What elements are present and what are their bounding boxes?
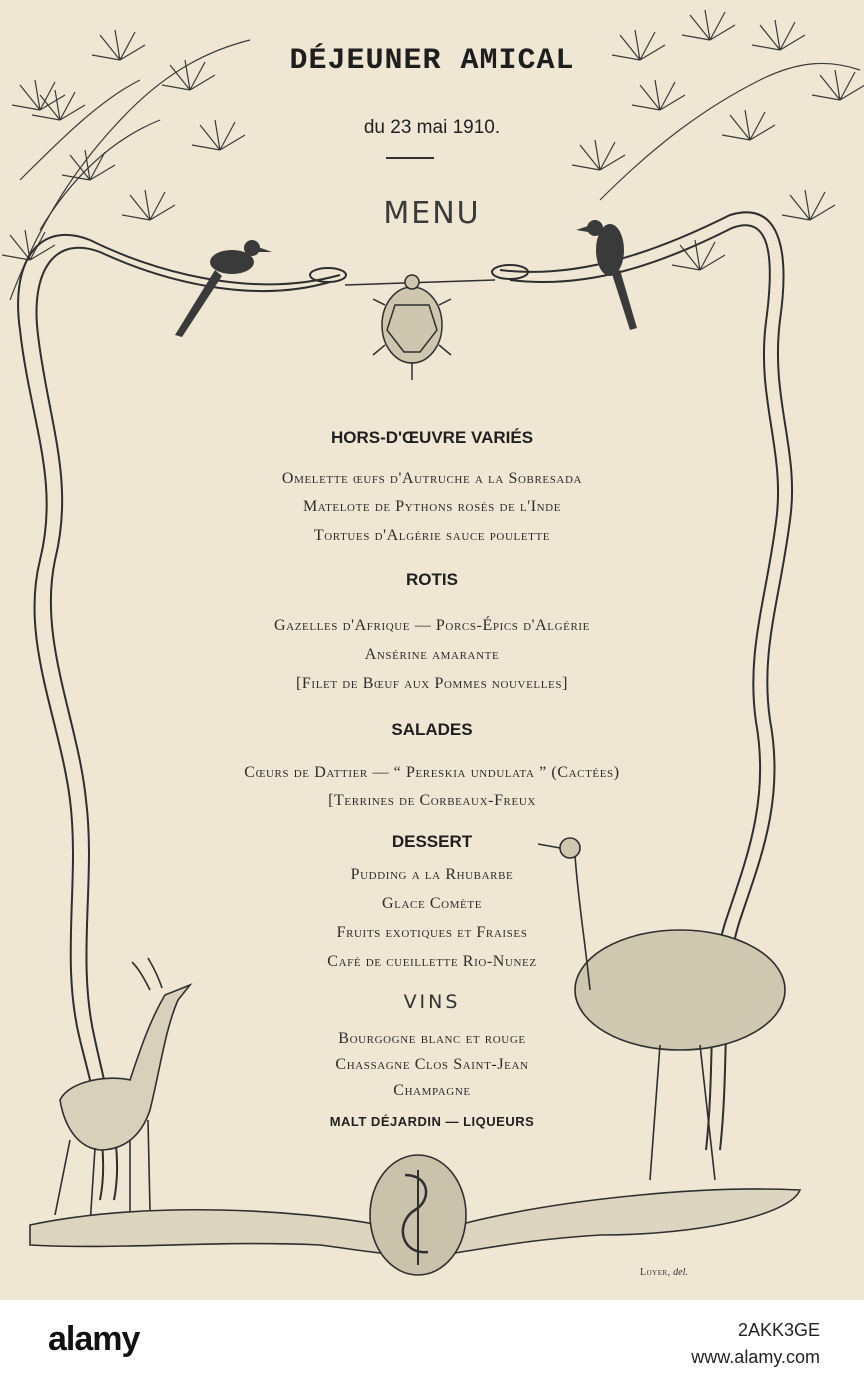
menu-item: [Filet de Bœuf aux Pommes nouvelles] <box>296 675 568 692</box>
section-heading: DESSERT <box>391 832 473 851</box>
menu-item: Ansérine amarante <box>364 646 500 663</box>
artist-suffix: del. <box>673 1267 688 1278</box>
alamy-logo: alamy <box>48 1320 140 1358</box>
section-heading: VINS <box>403 991 461 1013</box>
menu-item: Café de cueillette Rio-Nunez <box>327 953 537 970</box>
stock-url: www.alamy.com <box>691 1347 820 1367</box>
menu-date: du 23 mai 1910. <box>363 117 501 138</box>
monogram-egg <box>370 1155 466 1275</box>
menu-item: Omelette œufs d'Autruche a la Sobresada <box>281 470 583 487</box>
menu-item: Cœurs de Dattier — “ Pereskia undulata ” (Cactées) <box>244 764 620 781</box>
stock-image-id: 2AKK3GE <box>737 1320 820 1340</box>
section-heading: HORS-D'ŒUVRE VARIÉS <box>330 428 534 447</box>
artist-name: Loyer, <box>640 1267 671 1278</box>
menu-item: Glace Comète <box>381 895 483 912</box>
menu-title: DÉJEUNER AMICAL <box>289 44 575 78</box>
menu-label: MENU <box>383 196 481 231</box>
menu-item: Bourgogne blanc et rouge <box>338 1030 526 1047</box>
bird-right <box>576 220 637 330</box>
turtle <box>373 275 451 380</box>
menu-item: Matelote de Pythons rosés de l'Inde <box>302 498 562 515</box>
section-heading: ROTIS <box>406 570 458 589</box>
section-heading: SALADES <box>391 720 473 739</box>
menu-final-line: MALT DÉJARDIN — LIQUEURS <box>329 1114 535 1129</box>
menu-item: Chassagne Clos Saint-Jean <box>335 1056 529 1073</box>
menu-item: Champagne <box>393 1082 471 1099</box>
menu-item: Gazelles d'Afrique — Porcs-Épics d'Algérie <box>274 617 590 634</box>
menu-item: Fruits exotiques et Fraises <box>336 924 528 941</box>
menu-item: Pudding a la Rhubarbe <box>350 866 514 883</box>
menu-item: [Terrines de Corbeaux-Freux <box>328 792 536 809</box>
divider <box>386 157 434 159</box>
menu-item: Tortues d'Algérie sauce poulette <box>313 527 551 544</box>
artist-signature <box>640 1267 688 1278</box>
